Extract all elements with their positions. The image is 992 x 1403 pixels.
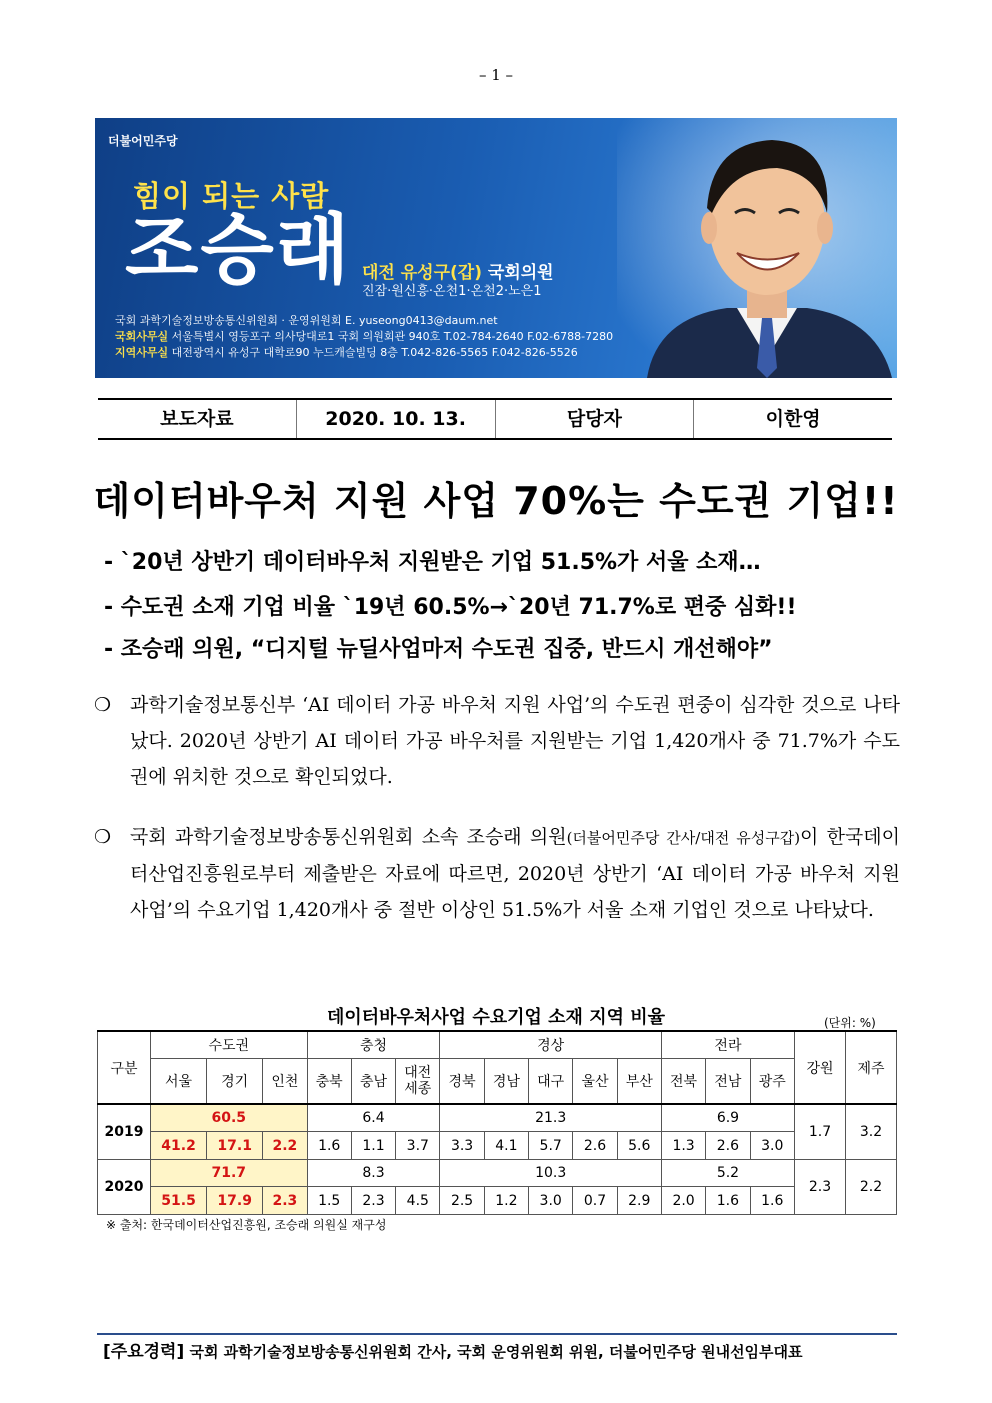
cell-value: 3.7: [396, 1132, 440, 1160]
column-header: 충북: [307, 1059, 351, 1105]
release-date: 2020. 10. 13.: [297, 400, 496, 438]
release-type: 보도자료: [98, 400, 297, 438]
cell-value: 3.0: [529, 1187, 573, 1215]
assembly-office: [115, 328, 613, 344]
group-total: 8.3: [307, 1160, 440, 1187]
footer-divider: [97, 1333, 897, 1335]
column-header: 경북: [440, 1059, 484, 1105]
district-name: 대전 유성구(갑): [362, 263, 482, 283]
table-title: 데이터바우처사업 수요기업 소재 지역 비율: [326, 1007, 666, 1028]
row-year: 2020: [98, 1160, 151, 1215]
cell-value: 1.6: [706, 1187, 750, 1215]
group-header: 경상: [440, 1031, 661, 1059]
cell-value: 3.0: [750, 1132, 794, 1160]
column-header: 충남: [351, 1059, 395, 1105]
column-header: 인천: [263, 1059, 307, 1105]
region-ratio-table: [97, 1030, 897, 1215]
career-label: [주요경력]: [103, 1342, 185, 1362]
cell-value: 2.0: [661, 1187, 705, 1215]
cell-value: 1.1: [351, 1132, 395, 1160]
cell-value: 17.1: [207, 1132, 263, 1160]
paragraph-note: (더불어민주당 간사/대전 유성구갑): [566, 829, 801, 847]
local-office-label: 지역사무실: [115, 346, 169, 359]
assembly-office-label: 국회사무실: [115, 330, 169, 343]
cell-value: 0.7: [573, 1187, 617, 1215]
column-header: 울산: [573, 1059, 617, 1105]
group-total: 21.3: [440, 1104, 661, 1132]
slogan: 힘이 되는 사람: [133, 179, 330, 213]
col-label: 구분: [98, 1031, 151, 1104]
circle-bullet-icon: ❍: [94, 826, 112, 848]
column-header: 대전 세종: [396, 1059, 440, 1105]
subheading: - `20년 상반기 데이터바우처 지원받은 기업 51.5%가 서울 소재…: [104, 550, 761, 575]
paragraph-2: [94, 819, 900, 928]
cell-value: 2.3: [263, 1187, 307, 1215]
gangwon-value: 1.7: [795, 1104, 846, 1160]
subheading: - 수도권 소재 기업 비율 `19년 60.5%→`20년 71.7%로 편중 심화!!: [104, 595, 797, 620]
headline: 데이터바우처 지원 사업 70%는 수도권 기업!!: [93, 479, 899, 523]
paragraph-text-part: 국회 과학기술정보방송통신위원회 소속 조승래 의원: [130, 826, 567, 848]
paragraph-text: 과학기술정보통신부 ‘AI 데이터 가공 바우처 지원 사업’의 수도권 편중이 심각한 것으로 나타났다. 2020년 상반기 AI 데이터 가공 바우처를 지원받는 기업 1,420개사 중 71.7%가 수도권에 위치한 것으로 확인되었다.: [130, 694, 900, 788]
cell-value: 5.6: [617, 1132, 661, 1160]
cell-value: 51.5: [151, 1187, 207, 1215]
cell-value: 1.6: [750, 1187, 794, 1215]
column-header: 경기: [207, 1059, 263, 1105]
lawmaker-name: 조승래: [125, 205, 352, 294]
assembly-office-address: 서울특별시 영등포구 의사당대로1 국회 의원회관 940호 T.02-784-2640 F.02-6788-7280: [168, 330, 614, 343]
cell-value: 1.5: [307, 1187, 351, 1215]
group-header: 강원: [795, 1031, 846, 1104]
profile-banner: [95, 118, 897, 378]
group-total: 60.5: [151, 1104, 308, 1132]
group-total: 6.4: [307, 1104, 440, 1132]
subheading: - 조승래 의원, “디지털 뉴딜사업마저 수도권 집중, 반드시 개선해야”: [104, 637, 773, 662]
career-text: 국회 과학기술정보방송통신위원회 간사, 국회 운영위원회 위원, 더불어민주당 원내선임부대표: [184, 1343, 803, 1361]
row-year: 2019: [98, 1104, 151, 1160]
paragraph-1: [94, 687, 900, 795]
group-total: 6.9: [661, 1104, 794, 1132]
cell-value: 5.7: [529, 1132, 573, 1160]
cell-value: 2.6: [573, 1132, 617, 1160]
table-unit: (단위: %): [824, 1016, 876, 1030]
cell-value: 41.2: [151, 1132, 207, 1160]
column-header: 서울: [151, 1059, 207, 1105]
column-header: 전남: [706, 1059, 750, 1105]
cell-value: 1.2: [484, 1187, 528, 1215]
cell-value: 17.9: [207, 1187, 263, 1215]
group-total: 5.2: [661, 1160, 794, 1187]
career-footer: [103, 1337, 803, 1362]
district-areas: 진잠·원신흥·온천1·온천2·노은1: [362, 284, 542, 299]
portrait-photo: [617, 118, 897, 378]
local-office-address: 대전광역시 유성구 대학로90 누드캐슬빌딩 8층 T.042-826-5565 F.042-826-5526: [168, 346, 578, 359]
cell-value: 4.5: [396, 1187, 440, 1215]
column-header: 대구: [529, 1059, 573, 1105]
cell-value: 2.6: [706, 1132, 750, 1160]
group-header: 전라: [661, 1031, 794, 1059]
gangwon-value: 2.3: [795, 1160, 846, 1215]
column-header: 경남: [484, 1059, 528, 1105]
press-info-table: [98, 398, 892, 440]
jeju-value: 2.2: [846, 1160, 897, 1215]
cell-value: 2.5: [440, 1187, 484, 1215]
contact-name: 이한영: [765, 408, 821, 430]
page-number: – 1 –: [478, 66, 514, 84]
paragraph-text-part: 이 한국데이터산업진흥원로부터 제출받은 자료에 따르면, 2020년 상반기 ‘AI 데이터 가공 바우처 지원 사업’의 수요기업 1,420개사 중 절반 이상인 51.5%가 서울 소재 기업인 것으로 나타났다.: [130, 826, 901, 921]
circle-bullet-icon: ❍: [94, 694, 112, 716]
table-source: ※ 출처: 한국데이터산업진흥원, 조승래 의원실 재구성: [106, 1218, 387, 1232]
column-header: 광주: [750, 1059, 794, 1105]
jeju-value: 3.2: [846, 1104, 897, 1160]
party-name: 더불어민주당: [108, 134, 178, 148]
cell-value: 3.3: [440, 1132, 484, 1160]
group-header: 수도권: [151, 1031, 308, 1059]
contact-label: 담당자: [496, 400, 695, 438]
cell-value: 2.3: [351, 1187, 395, 1215]
column-header: 전북: [661, 1059, 705, 1105]
cell-value: 4.1: [484, 1132, 528, 1160]
position-title: 국회의원: [482, 263, 554, 283]
cell-value: 1.3: [661, 1132, 705, 1160]
group-header: 제주: [846, 1031, 897, 1104]
cell-value: 2.9: [617, 1187, 661, 1215]
paragraph-text: [130, 819, 900, 928]
group-total: 10.3: [440, 1160, 661, 1187]
committee-info: 국회 과학기술정보방송통신위원회 · 운영위원회 E. yuseong0413@daum.net: [115, 314, 498, 327]
cell-value: 2.2: [263, 1132, 307, 1160]
column-header: 부산: [617, 1059, 661, 1105]
group-header: 충청: [307, 1031, 440, 1059]
cell-value: 1.6: [307, 1132, 351, 1160]
local-office: [115, 344, 578, 360]
group-total: 71.7: [151, 1160, 308, 1187]
